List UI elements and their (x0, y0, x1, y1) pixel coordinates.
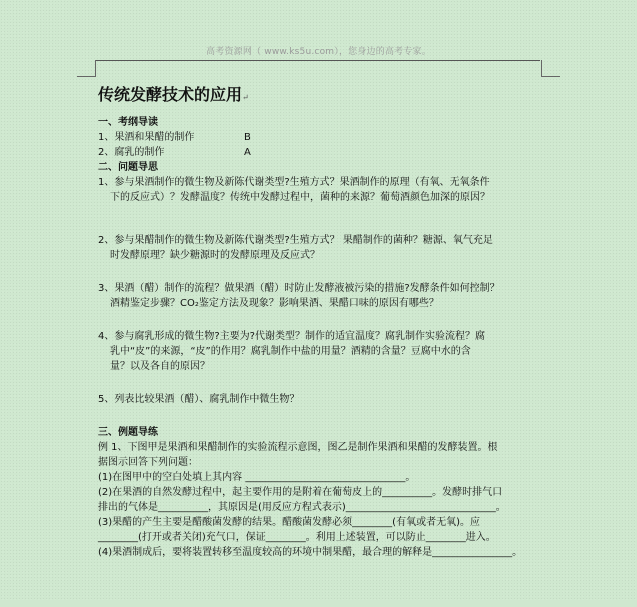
section-heading-1[interactable]: 一、考纲导读 (98, 117, 158, 128)
syllabus-item-1[interactable] (98, 130, 554, 145)
blank-paragraph (98, 263, 554, 281)
example-1-line-1[interactable]: 例 1、下图甲是果酒和果醋制作的实验流程示意图，图乙是制作果酒和果醋的发酵装置。根 (98, 442, 498, 453)
syllabus-item-label: 2、腐乳的制作 (98, 147, 165, 158)
page-corner-mark-left (77, 60, 96, 77)
sub-question-2-line-2[interactable]: 排出的气体是__________，其原因是(用反应方程式表示)______________________________。 (98, 502, 506, 513)
header-watermark: 高考资源网（ www.ks5u.com），您身边的高考专家。 (206, 47, 431, 57)
question-2-line-1[interactable]: 2、参与果醋制作的微生物及新陈代谢类型?生殖方式？ 果醋制作的菌种？糖源、氧气充足 (98, 235, 493, 246)
document-title[interactable] (98, 84, 554, 109)
paragraph-mark-icon: ↵ (242, 93, 249, 102)
question-1-line-2[interactable]: 下的反应式）？发酵温度？传统中发酵过程中，菌种的来源？葡萄酒颜色加深的原因？ (110, 192, 490, 203)
header-rule (96, 60, 540, 61)
document-body (98, 84, 554, 560)
question-3-line-2[interactable]: 酒精鉴定步骤？CO₂鉴定方法及现象？影响果酒、果醋口味的原因有哪些？ (110, 298, 439, 309)
sub-question-1[interactable]: (1)在图甲中的空白处填上其内容 ________________________________。 (98, 472, 416, 483)
section-heading-3[interactable]: 三、例题导练 (98, 427, 158, 438)
question-4-line-1[interactable]: 4、参与腐乳形成的微生物?主要为?代谢类型？制作的适宜温度？腐乳制作实验流程？腐 (98, 331, 485, 342)
sub-question-3-line-1[interactable]: (3)果醋的产生主要是醋酸菌发酵的结果。醋酸菌发酵必须________(有氧或者无氧)。应 (98, 517, 480, 528)
question-1-line-1[interactable]: 1、参与果酒制作的微生物及新陈代谢类型?生殖方式？果酒制作的原理（有氧、无氧条件 (98, 177, 490, 188)
blank-paragraph (98, 311, 554, 329)
question-2-line-2[interactable]: 时发酵原理？缺少糖源时的发酵原理及反应式？ (110, 250, 320, 261)
question-4-line-3[interactable]: 量？以及各自的原因？ (110, 361, 210, 372)
syllabus-item-level: A (244, 147, 251, 158)
question-4-line-2[interactable]: 乳中“皮”的来源，“皮”的作用？腐乳制作中盐的用量？酒精的含量？豆腐中水的含 (110, 346, 471, 357)
sub-question-4[interactable]: (4)果酒制成后，要将装置转移至温度较高的环境中制果醋，最合理的解释是________________。 (98, 547, 523, 558)
blank-paragraph (98, 407, 554, 425)
blank-paragraph (98, 205, 554, 223)
example-1-line-2[interactable]: 据图示回答下列问题： (98, 457, 198, 468)
title-text: 传统发酵技术的应用 (98, 85, 243, 104)
blank-paragraph (98, 223, 554, 233)
blank-paragraph (98, 374, 554, 392)
page-corner-mark-right (541, 60, 560, 77)
sub-question-2-line-1[interactable]: (2)在果酒的自然发酵过程中，起主要作用的是附着在葡萄皮上的__________。发酵时排气口 (98, 487, 503, 498)
page-bottom-edge (0, 600, 637, 607)
sub-question-3-line-2[interactable]: ________(打开或者关闭)充气口，保证________。利用上述装置，可以防止________进入。 (98, 532, 496, 543)
syllabus-item-2[interactable] (98, 145, 554, 160)
question-3-line-1[interactable]: 3、果酒（醋）制作的流程？做果酒（醋）时防止发酵液被污染的措施?发酵条件如何控制？ (98, 283, 500, 294)
question-5[interactable]: 5、列表比较果酒（醋）、腐乳制作中微生物？ (98, 394, 300, 405)
section-heading-2[interactable]: 二、问题导思 (98, 162, 158, 173)
syllabus-item-level: B (244, 132, 251, 143)
syllabus-item-label: 1、果酒和果醋的制作 (98, 132, 195, 143)
